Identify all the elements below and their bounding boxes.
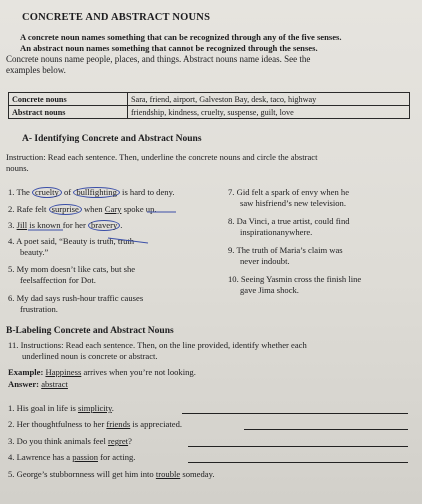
list-item: 10. Seeing Yasmin cross the finish line: [228, 274, 362, 284]
list-item-continuation: frustration.: [20, 304, 58, 314]
underlined-noun: Jill: [16, 220, 28, 230]
list-item-continuation: feelsaffection for Dot.: [20, 275, 96, 285]
list-item: 2. Rafe felt surprise when Cary spoke up.: [8, 204, 157, 214]
underlined-noun: Happiness: [45, 367, 82, 377]
underlined-noun: friends: [106, 419, 131, 429]
list-item: 4. A poet said, “Beauty is truth, truth: [8, 236, 135, 246]
list-item: 5. George’s stubbornness will get him into trouble someday.: [8, 469, 215, 479]
list-item: 7. Gid felt a spark of envy when he: [228, 187, 350, 197]
list-item-continuation: saw hisfriend’s new television.: [240, 198, 346, 208]
underlined-noun: Cary: [104, 204, 122, 214]
list-item: 1. His goal in life is simplicity.: [8, 403, 114, 413]
list-item: 3. Do you think animals feel regret?: [8, 436, 132, 446]
list-item-continuation: beauty.”: [20, 247, 49, 257]
example-sentence: Example: Happiness arrives when you’re not looking.: [8, 367, 196, 377]
underlined-noun: trouble: [155, 469, 181, 479]
table-label: Abstract nouns: [9, 106, 128, 119]
section-a-instruction-1: Instruction: Read each sentence. Then, underline the concrete nouns and circle the abstract: [6, 152, 318, 162]
list-item-continuation: gave Jima shock.: [240, 285, 299, 295]
list-item: 1. The cruelty of bullfighting is hard to deny.: [8, 187, 175, 197]
underlined-noun: regret: [108, 436, 129, 446]
section-b-instruction-2: underlined noun is concrete or abstract.: [22, 351, 158, 361]
section-a-heading: A- Identifying Concrete and Abstract Nouns: [22, 134, 202, 144]
list-item: 3. Jill is known for her bravery .: [8, 220, 123, 230]
list-item: 5. My mom doesn’t like cats, but she: [8, 264, 136, 274]
list-item-continuation: never indoubt.: [240, 256, 290, 266]
list-item: 4. Lawrence has a passion for acting.: [8, 452, 136, 462]
intro-line-2: An abstract noun names something that cannot be recognized through the senses.: [20, 43, 318, 53]
intro-line-3: Concrete nouns name people, places, and things. Abstract nouns name ideas. See the: [6, 54, 311, 64]
page-title: CONCRETE AND ABSTRACT NOUNS: [22, 12, 211, 23]
intro-line-4: examples below.: [6, 65, 66, 75]
underlined-noun: passion: [72, 452, 98, 462]
intro-line-1: A concrete noun names something that can be recognized through any of the five senses.: [20, 32, 342, 42]
underlined-noun: simplicity: [77, 403, 112, 413]
table-value: Sara, friend, airport, Galveston Bay, desk, taco, highway: [128, 93, 410, 106]
circled-noun: bravery: [88, 220, 120, 231]
list-item: 9. The truth of Maria’s claim was: [228, 245, 343, 255]
circled-noun: surprise: [49, 204, 82, 215]
section-a-instruction-2: nouns.: [6, 163, 29, 173]
circled-noun: cruelty: [32, 187, 62, 198]
strike-mark: [108, 238, 148, 243]
section-b-heading: B-Labeling Concrete and Abstract Nouns: [6, 326, 174, 336]
table-value: friendship, kindness, cruelty, suspense, guilt, love: [128, 106, 410, 119]
example-answer: Answer: abstract: [8, 379, 68, 389]
table-label: Concrete nouns: [9, 93, 128, 106]
list-item: 6. My dad says rush-hour traffic causes: [8, 293, 144, 303]
circled-noun: bullfighting: [73, 187, 120, 198]
list-item-continuation: inspirationanywhere.: [240, 227, 313, 237]
list-item: 2. Her thoughtfulness to her friends is appreciated.: [8, 419, 183, 429]
section-b-instruction-1: 11. Instructions: Read each sentence. Then, on the line provided, identify whether each: [8, 340, 307, 350]
list-item: 8. Da Vinci, a true artist, could find: [228, 216, 350, 226]
